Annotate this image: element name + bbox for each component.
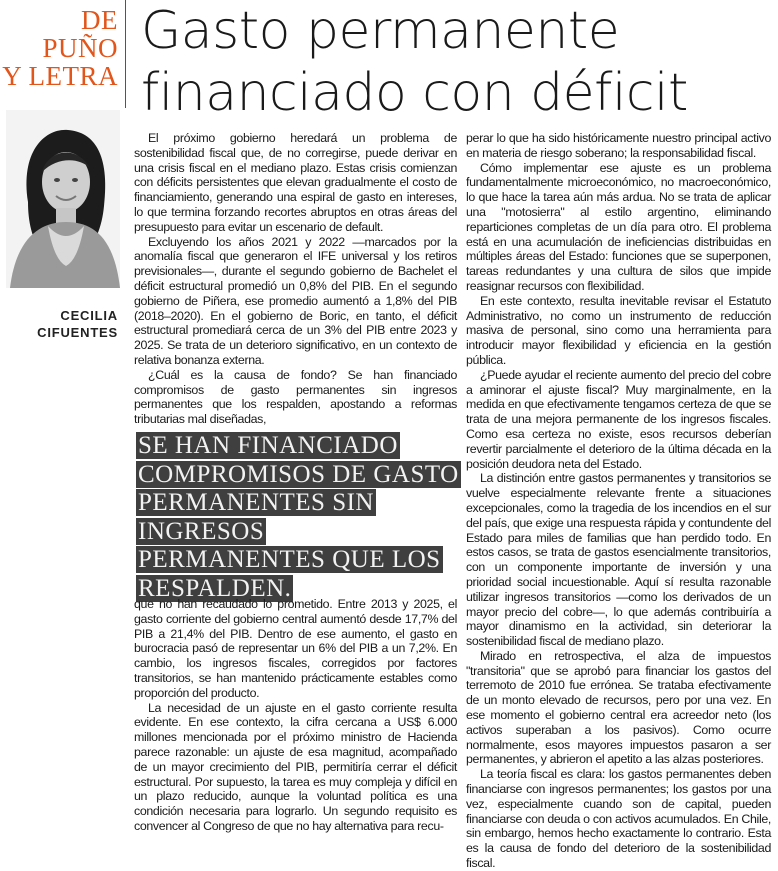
pull-quote-line: SE HAN FINANCIADO (138, 432, 398, 459)
paragraph: perar lo que ha sido históricamente nuestro principal activo en materia de riesgo soberano; la responsabilidad fiscal. (466, 131, 771, 160)
headline-line: Gasto permanente (141, 1, 620, 61)
author-name (6, 307, 118, 341)
paragraph: ¿Puede ayudar el reciente aumento del precio del cobre a aminorar el ajuste fiscal? Muy marginalmente, en la medida en que efectivamente tengamos certeza de que se trata de una mejora permanente de los ingresos fiscales. Como esa certeza no existe, esos recursos deberían revertir parcialmente el deterioro de la última década en la posición deudora neta del Estado. (466, 367, 771, 471)
section-kicker-line: DE (81, 5, 118, 35)
pull-quote-line: PERMANENTES SIN INGRESOS (138, 489, 374, 545)
paragraph: La distinción entre gastos permanentes y transitorios se vuelve especialmente relevante frente a situaciones excepcionales, como la tragedia de los incendios en el sur del país, que exige una respuesta rápida y contundente del Estado para miles de familias que han perdido todo. En estos casos, se trata de gastos esencialmente transitorios, con un componente importante de inversión y una prioridad social incuestionable. Aquí sí resulta razonable utilizar ingresos transitorios —como los derivados de un mayor precio del cobre—, lo que además contribuiría a mayor dinamismo en la actividad, sin deteriorar la sostenibilidad fiscal de mediano plazo. (466, 471, 771, 649)
author-portrait (6, 110, 120, 288)
paragraph: La necesidad de un ajuste en el gasto corriente resulta evidente. En ese contexto, la cifra cercana a US$ 6.000 millones mencionada por el próximo ministro de Hacienda parece razonable: un ajuste de esa magnitud, acompañado de un mayor crecimiento del PIB, permitiría cerrar el déficit estructural. Por supuesto, la tarea es muy compleja y difícil en un plazo reducido, aunque la voluntad política es una condición necesaria para lograrlo. Un segundo requisito es convencer al Congreso de que no hay alternativa para recu- (134, 700, 457, 833)
paragraph: ¿Cuál es la causa de fondo? Se han financiado compromisos de gasto permanentes sin ingresos permanentes que los respalden, apostando a reformas tributarias mal diseñadas, (134, 367, 457, 427)
article-column-2 (466, 131, 771, 871)
author-first-name: CECILIA (60, 308, 118, 323)
paragraph: En este contexto, resulta inevitable revisar el Estatuto Administrativo, no como un instrumento de reducción masiva de personal, sino como una herramienta para introducir mayor flexibilidad y eficiencia en la gestión pública. (466, 293, 771, 367)
section-kicker-line: PUÑO (42, 33, 118, 63)
section-kicker (0, 6, 118, 90)
kicker-divider (125, 0, 126, 108)
headline-line: financiado con déficit (141, 63, 688, 123)
paragraph: Excluyendo los años 2021 y 2022 —marcados por la anomalía fiscal que generaron el IFE universal y los retiros previsionales—, durante el segundo gobierno de Bachelet el déficit estructural promedió un 0,8% del PIB. En el segundo gobierno de Piñera, ese promedio aumentó a 1,8% del PIB (2018–2020). En el gobierno de Boric, en tanto, el déficit estructural promediará cerca de un 3% del PIB entre 2023 y 2025. Se trata de un deterioro significativo, en un contexto de relativa bonanza externa. (134, 234, 457, 367)
paragraph: que no han recaudado lo prometido. Entre 2013 y 2025, el gasto corriente del gobierno central aumentó desde 17,7% del PIB a 21,4% del PIB. Dentro de ese aumento, el gasto en burocracia pasó de representar un 6% del PIB a un 7,2%. En cambio, los ingresos fiscales, corregidos por factores transitorios, se han mantenido prácticamente estables como proporción del producto. (134, 597, 457, 700)
article-column-1-bottom (134, 597, 457, 834)
author-last-name: CIFUENTES (37, 325, 118, 340)
article-column-1-top (134, 131, 457, 427)
section-kicker-line: Y LETRA (2, 61, 118, 91)
author-photo (6, 110, 120, 288)
paragraph: La teoría fiscal es clara: los gastos permanentes deben financiarse con ingresos permanentes; los gastos por una vez, especialmente cuando son de capital, pueden financiarse con deuda o con activos acumulados. En Chile, sin embargo, hemos hecho exactamente lo contrario. Esta es la causa de fondo del deterioro de la sostenibilidad fiscal. (466, 767, 771, 871)
paragraph: Mirado en retrospectiva, el alza de impuestos "transitoria" que se aprobó para financiar los gastos del terremoto de 2010 fue errónea. Se trataba efectivamente de un monto elevado de recursos, pero por una vez. En ese momento el gobierno central era acreedor neto (los activos superaban a los pasivos). Como ocurre normalmente, esos mayores impuestos pasaron a ser permanentes, y abrieron el apetito a las alzas posteriores. (466, 648, 771, 767)
pull-quote-line: COMPROMISOS DE GASTO (138, 460, 459, 488)
pull-quote-line: PERMANENTES QUE LOS (138, 546, 441, 574)
headline (141, 0, 688, 124)
paragraph: El próximo gobierno heredará un problema de sostenibilidad fiscal que, de no corregirse, puede derivar en una crisis fiscal en el mediano plazo. Estas crisis comienzan con déficits persistentes que elevan gradualmente el costo de financiamiento, generando una espiral de gasto en intereses, lo que termina forzando recortes abruptos en otras áreas del presupuesto para evitar un escenario de default. (134, 131, 457, 234)
pull-quote (136, 432, 466, 604)
pull-quote-line: RESPALDEN. (138, 574, 292, 602)
paragraph: Cómo implementar ese ajuste es un problema fundamentalmente microeconómico, no macroeconómico, lo que hace la tarea aún más ardua. No se trata de aplicar una "motosierra" al estilo argentino, eliminando reparticiones completas de un día para otro. El problema está en una acumulación de ineficiencias distribuidas en múltiples áreas del Estado: funciones que se superponen, tareas redundantes y una cultura de silos que impide reasignar recursos con flexibilidad. (466, 160, 771, 293)
